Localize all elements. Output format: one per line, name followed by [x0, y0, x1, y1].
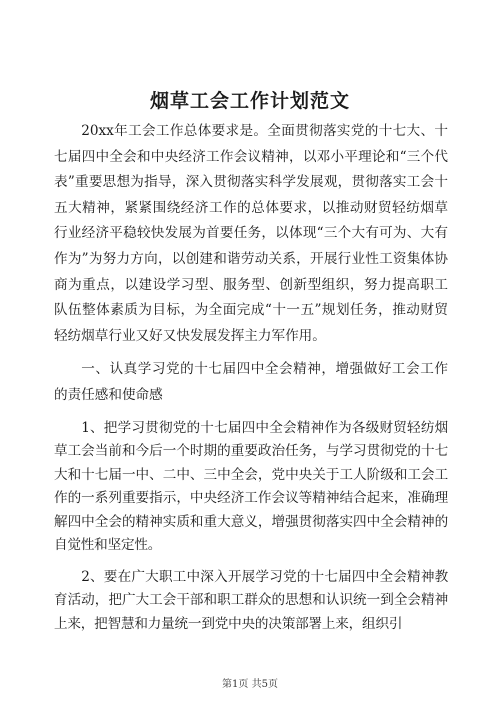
paragraph-item-2: 2、要在广大职工中深入开展学习党的十七届四中全会精神教育活动，把广大工会干部和职工群众的思想和认识统一到全会精神上来，把智慧和力量统一到党中央的决策部署上来，组织引: [54, 568, 448, 632]
document-title: 烟草工会工作计划范文: [149, 90, 350, 112]
page-number: 第1页 共5页: [222, 679, 278, 690]
page-footer: [0, 678, 500, 692]
document-body: [54, 119, 448, 644]
paragraph-section-heading: 一、认真学习党的十七届四中全会精神，增强做好工会工作的责任感和使命感: [54, 361, 448, 403]
paragraph-overview: 20xx年工会工作总体要求是。全面贯彻落实党的十七大、十七届四中全会和中央经济工作会议精神，以邓小平理论和“三个代表”重要思想为指导，深入贯彻落实科学发展观，贯彻落实工会十五大精神，紧紧围绕经济工作的总体要求，以推动财贸轻纺烟草行业经济平稳较快发展为首要任务，以体现“三个大有可为、大有作为”为努力方向，以创建和谐劳动关系，开展行业性工资集体协商为重点，以建设学习型、服务型、创新型组织，努力提高职工队伍整体素质为目标，为全面完成“十一五”规划任务，推动财贸轻纺烟草行业又好又快发展发挥主力军作用。: [54, 123, 448, 344]
paragraph-item-1: 1、把学习贯彻党的十七届四中全会精神作为各级财贸轻纺烟草工会当前和今后一个时期的重要政治任务，与学习贯彻党的十七大和十七届一中、二中、三中全会，党中央关于工人阶级和工会工作的一系列重要指示，中央经济工作会议等精神结合起来，准确理解四中全会的精神实质和重大意义，增强贯彻落实四中全会精神的自觉性和坚定性。: [54, 419, 448, 554]
